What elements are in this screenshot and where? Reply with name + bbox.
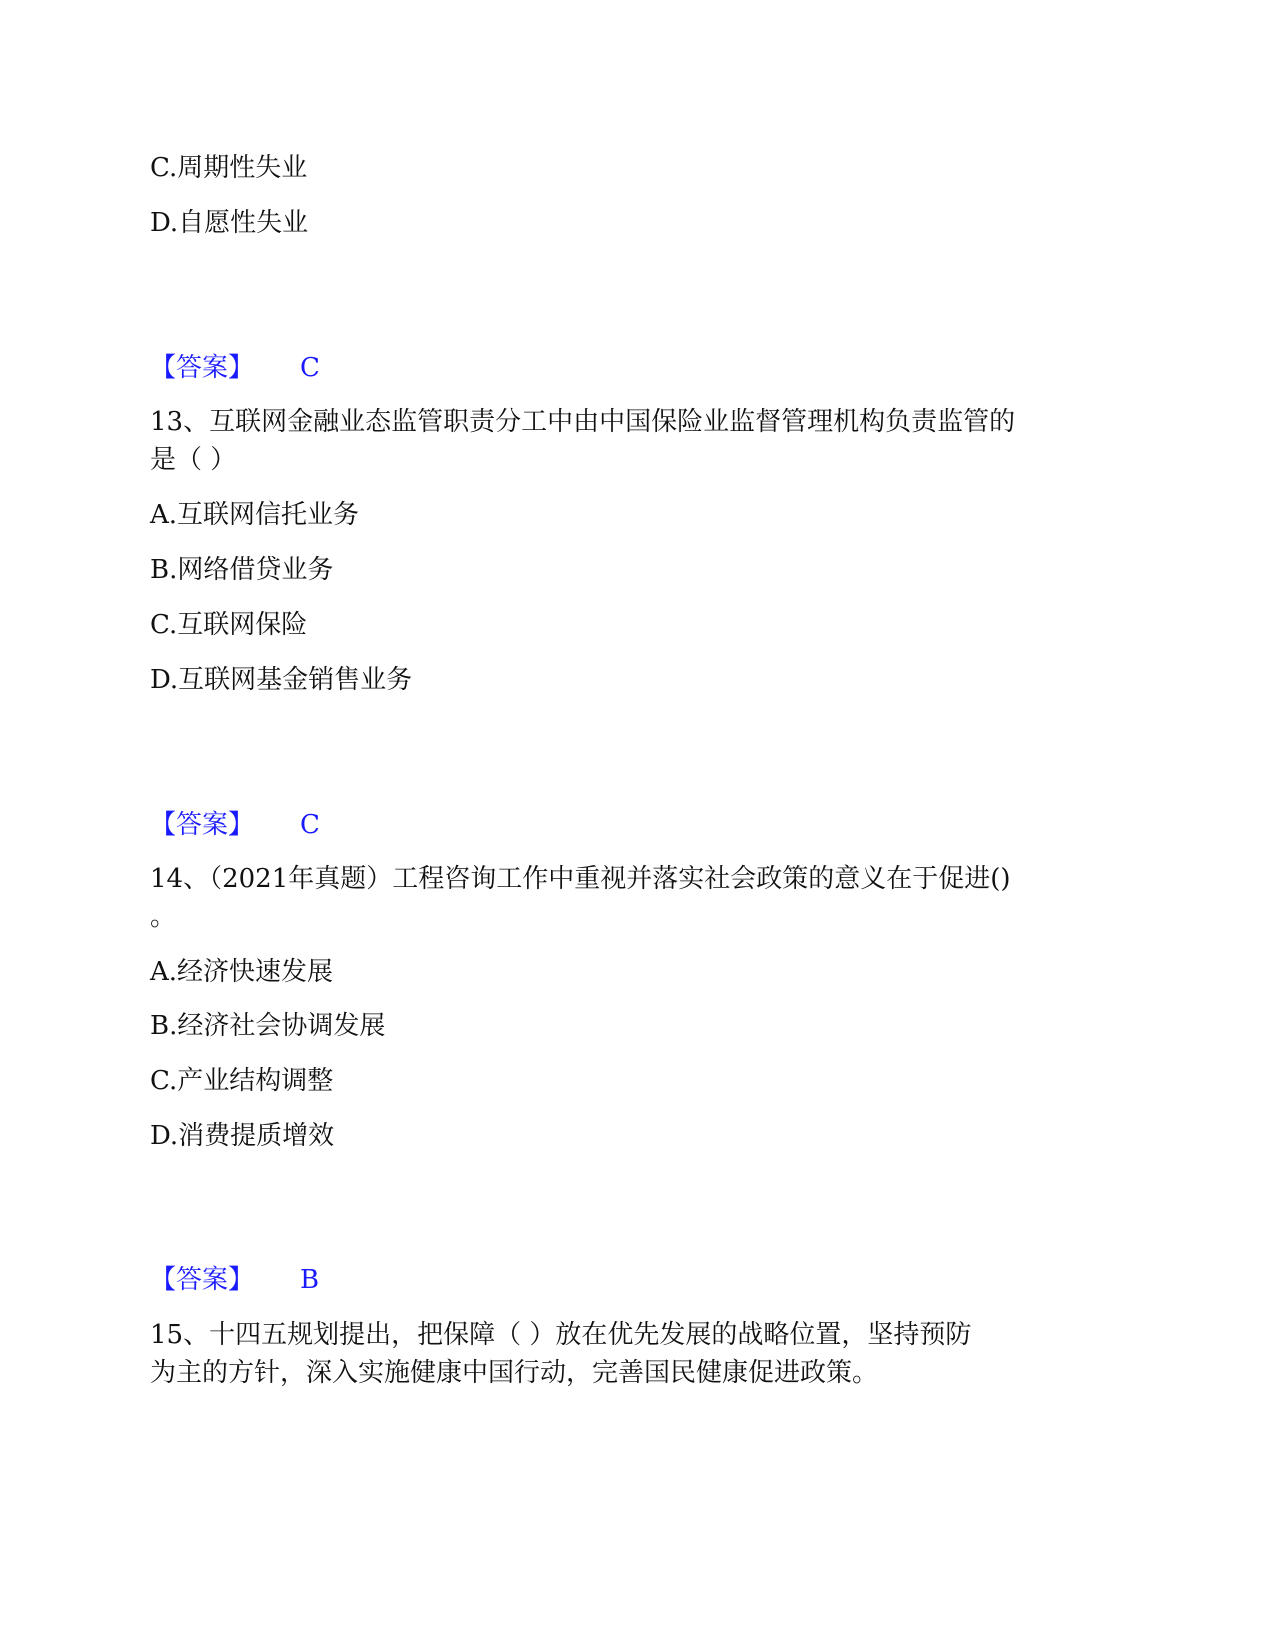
q14-option-b: B.经济社会协调发展 (150, 1011, 386, 1041)
q13-option-d: D.互联网基金销售业务 (150, 665, 413, 695)
q14-answer (150, 1260, 319, 1300)
answer-label: 【答案】 (150, 810, 255, 840)
answer-label: 【答案】 (150, 1265, 255, 1295)
q13-answer (150, 805, 320, 845)
q14-option-d: D.消费提质增效 (150, 1121, 335, 1151)
q14-option-a: A.经济快速发展 (150, 957, 334, 987)
q13-stem-line2: 是（ ） (150, 445, 237, 475)
answer-value: B (300, 1265, 320, 1295)
q13-stem-line1: 13、互联网金融业态监管职责分工中由中国保险业监督管理机构负责监管的 (150, 407, 1016, 437)
q13-option-a: A.互联网信托业务 (150, 500, 360, 530)
q15-stem-line1: 15、十四五规划提出，把保障（ ）放在优先发展的战略位置，坚持预防 (150, 1320, 972, 1350)
answer-value: C (300, 353, 320, 383)
answer-value: C (300, 810, 320, 840)
answer-label: 【答案】 (150, 353, 255, 383)
q12-option-d: D.自愿性失业 (150, 208, 309, 238)
q12-option-c: C.周期性失业 (150, 153, 308, 183)
q13-option-b: B.网络借贷业务 (150, 555, 334, 585)
q15-stem-line2: 为主的方针，深入实施健康中国行动，完善国民健康促进政策。 (150, 1358, 879, 1388)
q14-option-c: C.产业结构调整 (150, 1066, 334, 1096)
q14-stem-line2: 。 (150, 902, 177, 932)
q14-stem-line1: 14、（2021年真题）工程咨询工作中重视并落实社会政策的意义在于促进() (150, 864, 1011, 894)
q12-answer (150, 348, 320, 388)
q13-option-c: C.互联网保险 (150, 610, 308, 640)
